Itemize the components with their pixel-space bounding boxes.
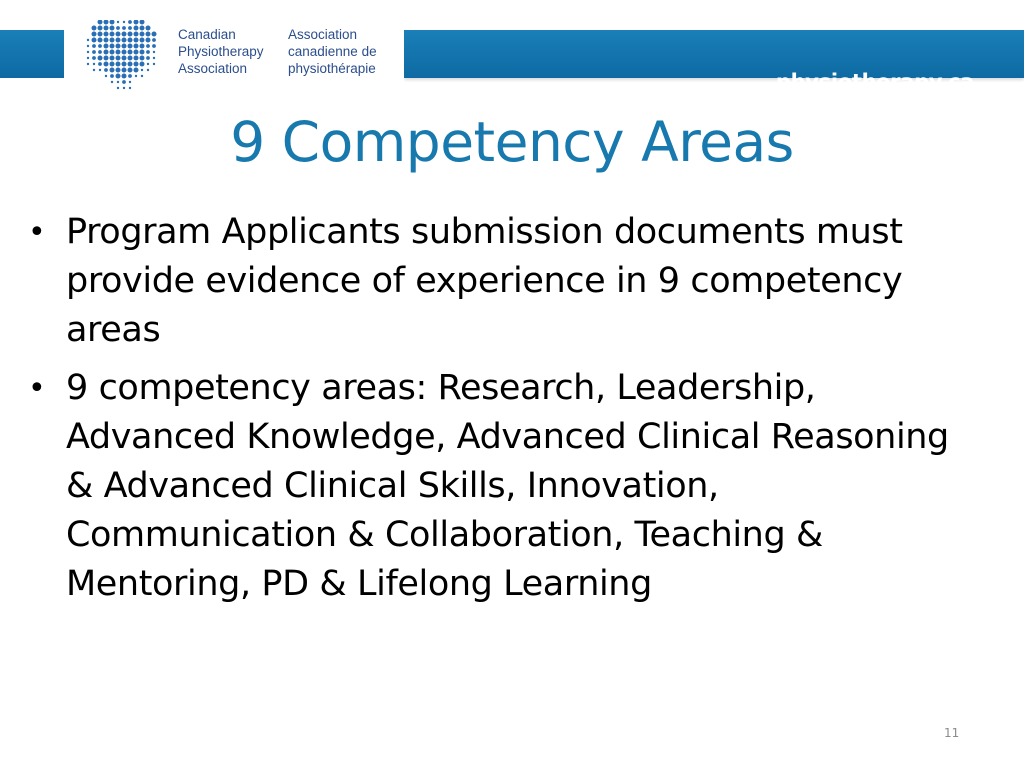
logo-dot	[110, 50, 115, 55]
slide-title: 9 Competency Areas	[230, 110, 794, 174]
logo-dot	[134, 68, 139, 73]
logo-dot	[92, 38, 97, 43]
logo-dot	[98, 38, 103, 43]
website-url: physiotherapy.ca	[775, 70, 974, 94]
logo-dot	[134, 38, 139, 43]
org-name-fr-line-1: Association	[288, 27, 358, 42]
bullet-text: Program Applicants submission documents must provide evidence of experience in 9 competency areas	[66, 212, 903, 350]
logo-dot	[93, 69, 95, 71]
logo-dot	[98, 56, 103, 61]
logo-dot	[110, 44, 115, 49]
logo-dot	[146, 44, 150, 48]
org-name-fr-line-3: physiothérapie	[288, 61, 376, 76]
logo-dot	[110, 56, 115, 61]
logo-dot	[98, 20, 103, 25]
logo-dot	[152, 44, 156, 48]
logo-dot	[134, 56, 139, 61]
logo-dot	[93, 63, 95, 65]
bullet-text: 9 competency areas: Research, Leadership, Advanced Knowledge, Advanced Clinical Reasoning & Advanced Clinical Skills, Innovation, Communication & Collaboration, Teaching & Mentoring, PD & Lifelong Learning	[66, 368, 949, 604]
logo-dot	[122, 80, 126, 84]
logo-dot	[146, 38, 151, 43]
logo-dot	[116, 38, 121, 43]
logo-dot	[104, 50, 109, 55]
logo-dot	[134, 62, 139, 67]
bullet-item	[26, 364, 986, 609]
logo-dot	[140, 20, 145, 25]
logo-dot	[134, 26, 139, 31]
slide-header	[0, 0, 1024, 104]
logo-dot	[110, 38, 115, 43]
bullet-marker: •	[28, 371, 46, 406]
logo-dot	[122, 44, 127, 49]
logo-dot	[128, 44, 133, 49]
logo-dot	[105, 75, 107, 77]
logo-dot	[128, 38, 133, 43]
logo-dot	[98, 32, 103, 37]
logo-dot	[117, 21, 119, 23]
logo-dot	[110, 32, 115, 37]
logo-dot	[140, 26, 145, 31]
logo-dot	[128, 20, 132, 24]
logo-dot	[116, 26, 120, 30]
org-name-fr-line-2: canadienne de	[288, 44, 377, 59]
page-number: 11	[944, 726, 960, 740]
logo-dot	[129, 87, 131, 89]
logo-dot	[122, 62, 127, 67]
dotted-heart-icon	[80, 20, 164, 98]
logo-dot	[111, 81, 113, 83]
logo-dot	[134, 32, 139, 37]
logo-dot	[87, 39, 89, 41]
organization-logo	[64, 14, 404, 96]
logo-dot	[104, 32, 109, 37]
logo-dot	[141, 75, 143, 77]
header-band-right	[404, 30, 1024, 94]
logo-dot	[134, 44, 139, 49]
logo-dot	[104, 44, 109, 49]
logo-dot	[123, 21, 125, 23]
logo-dot	[128, 62, 133, 67]
logo-dot	[110, 68, 115, 73]
logo-dot	[116, 44, 121, 49]
logo-dot	[135, 75, 137, 77]
logo-dot	[128, 56, 133, 61]
logo-dot	[87, 45, 89, 47]
logo-dot	[152, 32, 157, 37]
logo-dot	[122, 74, 127, 79]
bullet-list	[26, 208, 986, 618]
logo-dot	[122, 50, 127, 55]
logo-dot	[92, 56, 96, 60]
logo-dot	[128, 50, 133, 55]
logo-dot	[98, 44, 102, 48]
logo-dot	[153, 57, 155, 59]
logo-dot	[116, 74, 121, 79]
logo-dot	[129, 81, 131, 83]
logo-dot	[110, 26, 115, 31]
logo-dot	[117, 81, 119, 83]
logo-dot	[110, 20, 115, 25]
logo-dot	[116, 32, 121, 37]
logo-dot	[98, 62, 102, 66]
logo-dot	[122, 26, 126, 30]
logo-dot	[87, 51, 89, 53]
logo-dot	[134, 20, 139, 25]
logo-dot	[134, 50, 139, 55]
logo-dot	[147, 63, 149, 65]
logo-dot	[92, 44, 96, 48]
logo-dot	[116, 68, 121, 73]
logo-dot	[104, 62, 109, 67]
logo-dot	[146, 50, 150, 54]
logo-dot	[140, 62, 145, 67]
header-band-left	[0, 30, 64, 78]
logo-dot	[87, 63, 89, 65]
logo-dot	[140, 44, 145, 49]
logo-dot	[128, 32, 133, 37]
logo-dot	[98, 26, 103, 31]
logo-dot	[122, 32, 127, 37]
logo-dot	[98, 50, 102, 54]
logo-dot	[140, 32, 145, 37]
logo-dot	[141, 69, 143, 71]
bullet-marker: •	[28, 215, 46, 250]
logo-dot	[104, 68, 108, 72]
logo-dot	[122, 38, 127, 43]
logo-dot	[128, 74, 132, 78]
logo-dot	[146, 32, 151, 37]
logo-dot	[140, 38, 145, 43]
logo-dot	[153, 51, 155, 53]
logo-dot	[128, 68, 133, 73]
logo-dot	[128, 26, 132, 30]
logo-dot	[110, 62, 115, 67]
logo-dot	[92, 26, 97, 31]
org-name-english	[178, 26, 264, 77]
org-name-en-line-3: Association	[178, 61, 248, 76]
logo-dot	[116, 62, 121, 67]
logo-dot	[123, 87, 125, 89]
logo-dot	[104, 26, 109, 31]
logo-dot	[116, 50, 121, 55]
logo-dot	[122, 68, 127, 73]
org-name-french	[288, 26, 377, 77]
logo-dot	[104, 20, 109, 25]
logo-dot	[87, 57, 89, 59]
logo-dot	[110, 74, 114, 78]
logo-dot	[117, 87, 119, 89]
logo-dot	[92, 50, 96, 54]
logo-dot	[104, 56, 109, 61]
logo-dot	[99, 69, 101, 71]
logo-dot	[92, 32, 97, 37]
org-name-en-line-1: Canadian	[178, 27, 236, 42]
logo-dot	[147, 69, 149, 71]
logo-dot	[140, 50, 145, 55]
logo-dot	[104, 38, 109, 43]
org-name-en-line-2: Physiotherapy	[178, 44, 264, 59]
logo-dot	[146, 26, 151, 31]
bullet-item	[26, 208, 986, 355]
logo-dot	[140, 56, 145, 61]
logo-dot	[153, 63, 155, 65]
logo-dot	[116, 56, 121, 61]
logo-dot	[122, 56, 127, 61]
logo-dot	[152, 38, 156, 42]
logo-dot	[146, 56, 150, 60]
